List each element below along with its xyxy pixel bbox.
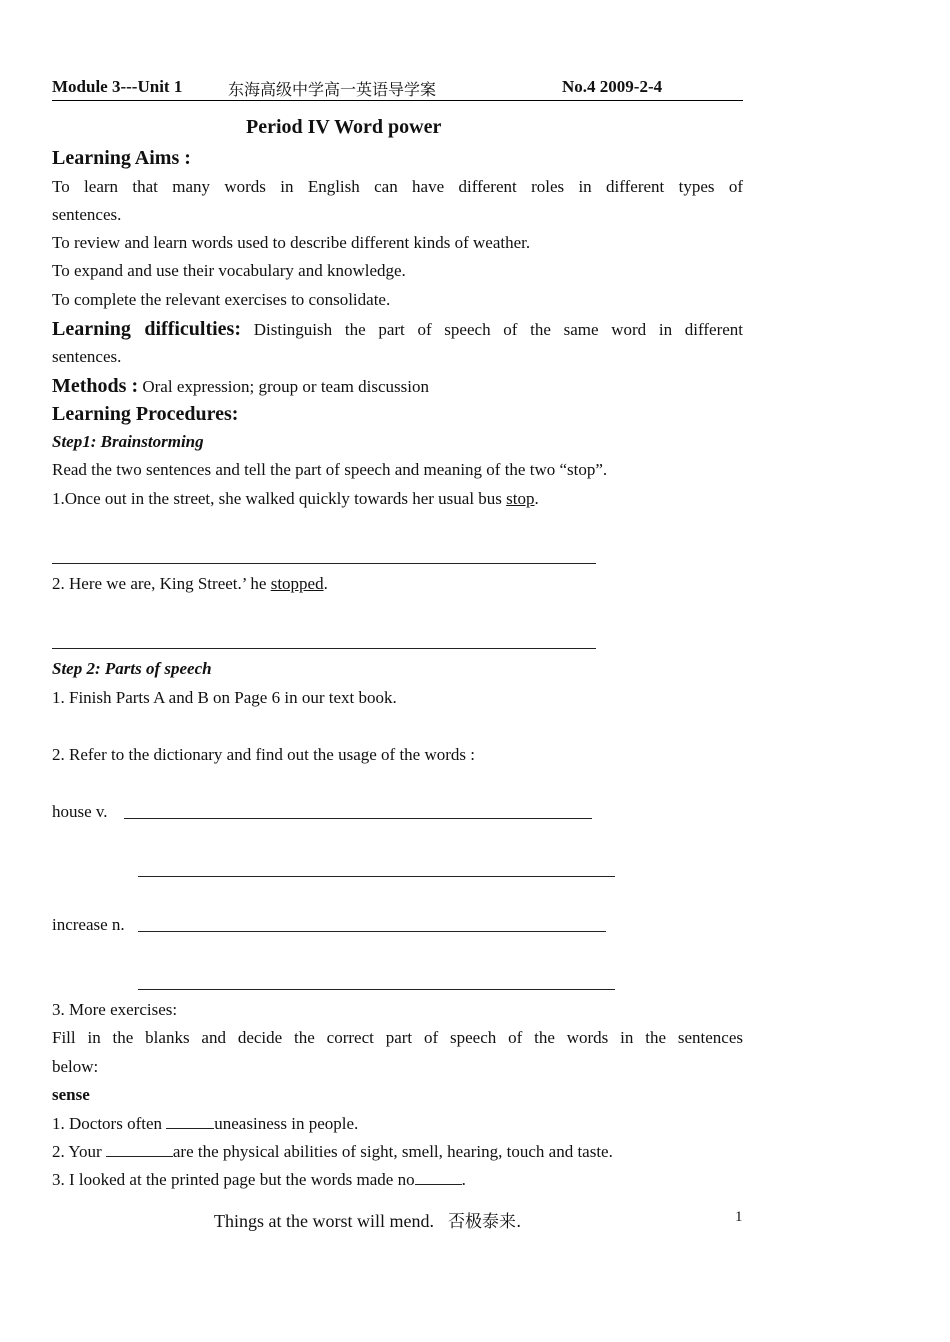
exercise-q3: 3. I looked at the printed page but the words made no .	[52, 1170, 466, 1189]
house-answer-line-1[interactable]	[124, 818, 592, 819]
increase-entry	[52, 911, 743, 939]
step2-heading: Step 2: Parts of speech	[52, 659, 212, 678]
aim-item-3: To expand and use their vocabulary and knowledge.	[52, 261, 406, 280]
procedures-heading: Learning Procedures:	[52, 403, 239, 425]
house-label: house v.	[52, 802, 108, 821]
step2-item-3: 3. More exercises:	[52, 1000, 178, 1019]
page-header	[52, 76, 743, 101]
page-title: Period IV Word power	[246, 116, 442, 138]
header-module: Module 3---Unit 1	[52, 77, 183, 96]
underlined-word-stop: stop	[506, 489, 535, 508]
step1-sentence-1: 1.Once out in the street, she walked quickly towards her usual bus stop.	[52, 489, 539, 508]
aim-item-4: To complete the relevant exercises to consolidate.	[52, 290, 391, 309]
header-number-date: No.4 2009-2-4	[562, 77, 663, 96]
underlined-word-stopped: stopped	[270, 574, 324, 593]
motto-english: Things at the worst will mend.	[214, 1211, 434, 1231]
difficulties-heading: Learning difficulties:	[52, 318, 242, 340]
footer-motto	[214, 1207, 521, 1232]
increase-answer-line-2[interactable]	[138, 989, 615, 990]
step2-item-1: 1. Finish Parts A and B on Page 6 in our text book.	[52, 688, 397, 707]
increase-answer-line-1[interactable]	[138, 931, 606, 932]
answer-line-1[interactable]	[52, 563, 596, 564]
fill-instruction: Fill in the blanks and decide the correct part of speech of the words in the sentences	[52, 1028, 743, 1047]
motto-chinese: 否极泰来.	[447, 1212, 522, 1232]
blank-q1[interactable]	[166, 1112, 214, 1129]
methods-heading: Methods :	[52, 375, 139, 397]
header-school: 东海高级中学高一英语导学案	[228, 80, 437, 99]
learning-aims-heading: Learning Aims :	[52, 147, 191, 169]
learning-difficulties	[52, 315, 743, 344]
increase-label: increase n.	[52, 915, 125, 934]
step1-sentence-2: 2. Here we are, King Street.’ he stopped.	[52, 574, 328, 593]
page-number: 1	[735, 1209, 743, 1225]
exercise-q1: 1. Doctors often uneasiness in people.	[52, 1114, 359, 1133]
word-sense: sense	[52, 1085, 90, 1104]
difficulties-text-cont: sentences.	[52, 347, 122, 366]
step1-heading: Step1: Brainstorming	[52, 432, 204, 451]
house-answer-line-2[interactable]	[138, 876, 615, 877]
aim-item-2: To review and learn words used to describe different kinds of weather.	[52, 233, 531, 252]
aim-item-1: To learn that many words in English can have different roles in different types of	[52, 177, 743, 196]
blank-q3[interactable]	[415, 1168, 462, 1185]
aim-item-1-cont: sentences.	[52, 205, 122, 224]
fill-instruction-cont: below:	[52, 1057, 99, 1076]
step2-item-2: 2. Refer to the dictionary and find out the usage of the words :	[52, 745, 475, 764]
methods	[52, 372, 743, 401]
exercise-q2: 2. Your are the physical abilities of sight, smell, hearing, touch and taste.	[52, 1142, 613, 1161]
step1-instruction: Read the two sentences and tell the part of speech and meaning of the two “stop”.	[52, 460, 608, 479]
house-entry	[52, 798, 743, 826]
difficulties-text: Distinguish the part of speech of the same word in different	[253, 320, 744, 339]
methods-text: Oral expression; group or team discussion	[142, 377, 429, 396]
answer-line-2[interactable]	[52, 648, 596, 649]
blank-q2[interactable]	[106, 1140, 173, 1157]
